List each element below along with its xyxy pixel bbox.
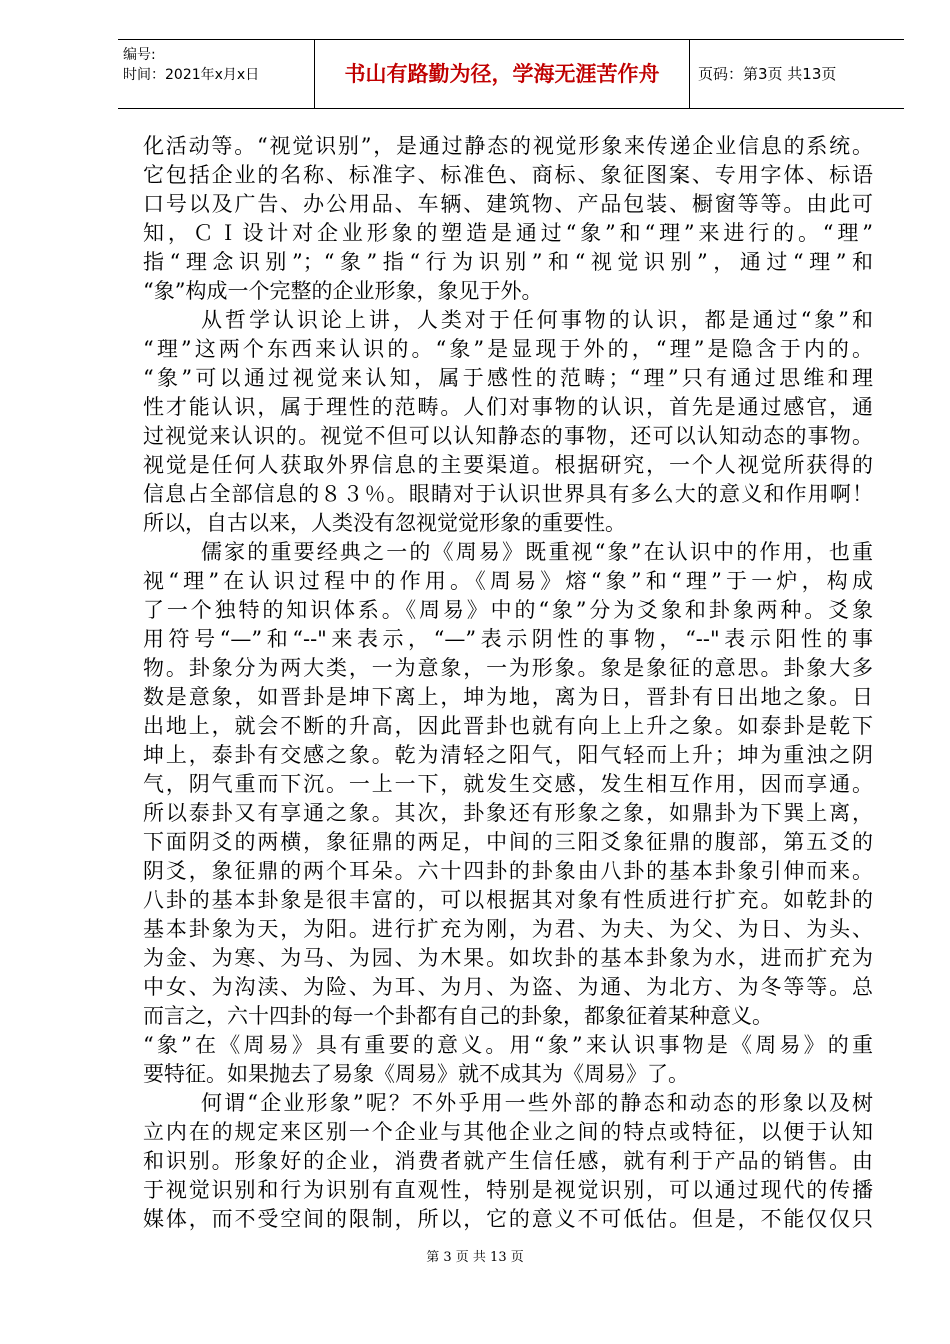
header-meta — [118, 40, 315, 108]
header-page-info: 页码：第3页 共13页 — [698, 65, 837, 83]
text-line: 坤上，泰卦有交感之象。乾为清轻之阳气，阳气轻而上升；坤为重浊之阴 — [143, 743, 873, 767]
text-line: 何谓“企业形象”呢？不外乎用一些外部的静态和动态的形象以及树 — [201, 1091, 873, 1115]
text-line: 知，ＣＩ设计对企业形象的塑造是通过“象”和“理”来进行的。“理” — [143, 221, 873, 245]
text-line: 它包括企业的名称、标准字、标准色、商标、象征图案、专用字体、标语 — [143, 163, 873, 187]
text-line: 数是意象，如晋卦是坤下离上，坤为地，离为日，晋卦有日出地之象。日 — [143, 685, 873, 709]
text-line: 用符号“—”和“--"来表示，“—”表示阴性的事物，“--"表示阳性的事 — [143, 627, 873, 651]
text-line: 口号以及广告、办公用品、车辆、建筑物、产品包装、橱窗等等。由此可 — [143, 192, 873, 216]
text-line: 气，阴气重而下沉。一上一下，就发生交感，发生相互作用，因而享通。 — [143, 772, 873, 796]
text-line: 性才能认识，属于理性的范畴。人们对事物的认识，首先是通过感官，通 — [143, 395, 873, 419]
time-label: 时间：2021年x月x日 — [123, 67, 260, 83]
text-line: “象”在《周易》具有重要的意义。用“象”来认识事物是《周易》的重 — [143, 1033, 873, 1057]
text-line: 出地上，就会不断的升高，因此晋卦也就有向上上升之象。如泰卦是乾下 — [143, 714, 873, 738]
text-line: 于视觉识别和行为识别有直观性，特别是视觉识别，可以通过现代的传播 — [143, 1178, 873, 1202]
text-line: 所以泰卦又有享通之象。其次，卦象还有形象之象，如鼎卦为下巽上离， — [143, 801, 873, 825]
document-body — [143, 132, 873, 1234]
text-line: 为金、为寒、为马、为园、为木果。如坎卦的基本卦象为水，进而扩充为 — [143, 946, 873, 970]
text-line: “象”构成一个完整的企业形象，象见于外。 — [143, 279, 543, 303]
page-footer: 第 3 页 共 13 页 — [426, 1250, 524, 1265]
text-line: 阴爻，象征鼎的两个耳朵。六十四卦的卦象由八卦的基本卦象引伸而来。 — [143, 859, 873, 883]
text-line: 化活动等。“视觉识别”，是通过静态的视觉形象来传递企业信息的系统。 — [143, 134, 873, 158]
text-line: 指“理念识别”；“象”指“行为识别”和“视觉识别”，通过“理”和 — [143, 250, 873, 274]
text-line: 媒体，而不受空间的限制，所以，它的意义不可低估。但是，不能仅仅只 — [143, 1207, 873, 1231]
text-line: 儒家的重要经典之一的《周易》既重视“象”在认识中的作用，也重 — [201, 540, 873, 564]
text-line: 立内在的规定来区别一个企业与其他企业之间的特点或特征，以便于认知 — [143, 1120, 873, 1144]
number-label: 编号: — [123, 47, 156, 63]
text-line: 视觉是任何人获取外界信息的主要渠道。根据研究，一个人视觉所获得的 — [143, 453, 873, 477]
header-motto: 书山有路勤为径，学海无涯苦作舟 — [315, 40, 690, 108]
text-line: 中女、为沟渎、为险、为耳、为月、为盗、为通、为北方、为冬等等。总 — [143, 975, 873, 999]
text-line: 下面阴爻的两横，象征鼎的两足，中间的三阳爻象征鼎的腹部，第五爻的 — [143, 830, 873, 854]
text-line: 和识别。形象好的企业，消费者就产生信任感，就有利于产品的销售。由 — [143, 1149, 873, 1173]
text-line: 基本卦象为天，为阳。进行扩充为刚，为君、为夫、为父、为日、为头、 — [143, 917, 873, 941]
text-line: 而言之，六十四卦的每一个卦都有自己的卦象，都象征着某种意义。 — [143, 1004, 773, 1028]
text-line: 物。卦象分为两大类，一为意象，一为形象。象是象征的意思。卦象大多 — [143, 656, 873, 680]
text-line: 信息占全部信息的８３％。眼睛对于认识世界具有多么大的意义和作用啊！ — [143, 482, 873, 506]
text-line: 要特征。如果抛去了易象《周易》就不成其为《周易》了。 — [143, 1062, 689, 1086]
page-header — [118, 39, 904, 109]
text-line: 视“理”在认识过程中的作用。《周易》熔“象”和“理”于一炉，构成 — [143, 569, 873, 593]
text-line: 所以，自古以来，人类没有忽视觉觉形象的重要性。 — [143, 511, 626, 535]
text-line: “理”这两个东西来认识的。“象”是显现于外的，“理”是隐含于内的。 — [143, 337, 873, 361]
text-line: 从哲学认识论上讲，人类对于任何事物的认识，都是通过“象”和 — [201, 308, 873, 332]
text-line: 了一个独特的知识体系。《周易》中的“象”分为爻象和卦象两种。爻象 — [143, 598, 873, 622]
text-line: “象”可以通过视觉来认知，属于感性的范畴；“理”只有通过思维和理 — [143, 366, 873, 390]
text-line: 过视觉来认识的。视觉不但可以认知静态的事物，还可以认知动态的事物。 — [143, 424, 873, 448]
text-line: 八卦的基本卦象是很丰富的，可以根据其对象有性质进行扩充。如乾卦的 — [143, 888, 873, 912]
